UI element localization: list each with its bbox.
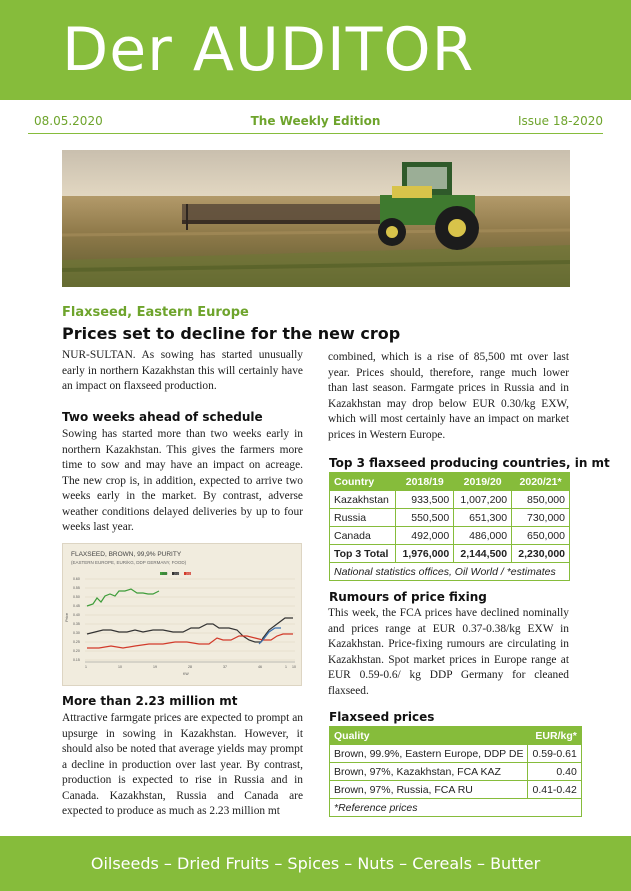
col-quality: Quality <box>330 727 528 745</box>
chart-legend-2018: 2018 <box>162 572 168 576</box>
x-tick: 1 <box>285 665 287 669</box>
table-header-row <box>330 473 570 491</box>
table-row <box>330 491 570 509</box>
edition-bar <box>28 114 603 134</box>
y-tick: 0.35 <box>73 622 80 626</box>
series-2019 <box>87 618 293 642</box>
series-2018 <box>87 589 159 606</box>
col-country: Country <box>330 473 396 491</box>
footer-bar <box>0 836 631 891</box>
table2-note: *Reference prices <box>330 799 582 817</box>
table-row <box>330 781 582 799</box>
article-headline: Prices set to decline for the new crop <box>62 324 401 343</box>
cell-total: 2,144,500 <box>454 545 512 563</box>
cell-quality: Brown, 97%, Kazakhstan, FCA KAZ <box>330 763 528 781</box>
article-kicker: Flaxseed, Eastern Europe <box>62 305 249 320</box>
y-tick: 0.50 <box>73 595 80 599</box>
chart-title: FLAXSEED, BROWN, 99,9% PURITY <box>71 551 182 558</box>
section-body-schedule: Sowing has started more than two weeks early in northern Kazakhstan. This gives the farmers more time to sow and may have an impact on acreage. The new crop is, in addition, expected to arrive two weeks early in the market. By contrast, adverse weather conditions delayed deliveries by up to four weeks last year. <box>62 428 303 533</box>
cell-price: 0.41-0.42 <box>528 781 581 799</box>
table-note-row <box>330 799 582 817</box>
x-tick: 10 <box>292 665 296 669</box>
table1-note: National statistics offices, Oil World / *estimates <box>330 563 570 581</box>
cell-value: 850,000 <box>512 491 570 509</box>
edition-issue: Issue 18-2020 <box>518 114 603 128</box>
x-tick: 28 <box>188 665 192 669</box>
col-2019: 2019/20 <box>454 473 512 491</box>
table-row <box>330 509 570 527</box>
cell-country: Kazakhstan <box>330 491 396 509</box>
col-price: EUR/kg* <box>528 727 581 745</box>
col-2018: 2018/19 <box>396 473 454 491</box>
table-header-row <box>330 727 582 745</box>
cell-value: 1,007,200 <box>454 491 512 509</box>
chart-subtitle: (EASTERN EUROPE, EUR/KG, DDP GERMANY, FOOD) <box>71 560 187 565</box>
tractor-photo <box>62 150 570 287</box>
masthead-title: Der AUDITOR <box>62 15 475 85</box>
table-note-row <box>330 563 570 581</box>
y-tick: 0.30 <box>73 631 80 635</box>
cell-total: 1,976,000 <box>396 545 454 563</box>
table-total-row <box>330 545 570 563</box>
y-tick: 0.25 <box>73 640 80 644</box>
cell-quality: Brown, 97%, Russia, FCA RU <box>330 781 528 799</box>
cell-value: 486,000 <box>454 527 512 545</box>
x-tick: 37 <box>223 665 227 669</box>
prices-table <box>329 726 582 817</box>
y-tick: 0.55 <box>73 586 80 590</box>
x-tick: 46 <box>258 665 262 669</box>
col-2020: 2020/21* <box>512 473 570 491</box>
cell-value: 933,500 <box>396 491 454 509</box>
table-row <box>330 763 582 781</box>
x-tick: 1 <box>85 665 87 669</box>
chart-yaxis-label: Price <box>64 612 69 622</box>
edition-date: 08.05.2020 <box>34 114 103 128</box>
section-title-pricefixing: Rumours of price fixing <box>329 590 487 604</box>
table-row <box>330 745 582 763</box>
cell-total-label: Top 3 Total <box>330 545 396 563</box>
producers-table <box>329 472 570 581</box>
table1-title: Top 3 flaxseed producing countries, in mt <box>329 456 610 470</box>
chart-x-ticks <box>85 665 296 669</box>
footer-categories: Oilseeds – Dried Fruits – Spices – Nuts – Cereals – Butter <box>90 854 541 873</box>
y-tick: 0.45 <box>73 604 80 608</box>
cell-value: 651,300 <box>454 509 512 527</box>
section-body-production: Attractive farmgate prices are expected to prompt an upsurge in sowing in Kazakhstan. However, it should also be noted that average yields may prompt a decline in production over last year. By contrast, production is expected to rise in Russia and in Canada. Kazakhstan, Russia and Canada are expected to produce as much as 2.23 million mt <box>62 712 303 817</box>
y-tick: 0.20 <box>73 649 80 653</box>
cell-value: 730,000 <box>512 509 570 527</box>
cell-value: 492,000 <box>396 527 454 545</box>
x-tick: 19 <box>153 665 157 669</box>
cell-total: 2,230,000 <box>512 545 570 563</box>
chart-legend-2019: 2019 <box>174 572 180 576</box>
table-row <box>330 527 570 545</box>
cell-value: 550,500 <box>396 509 454 527</box>
article-intro: NUR-SULTAN. As sowing has started unusually early in northern Kazakhstan this will certainly have an impact on flaxseed production. <box>62 349 303 392</box>
y-tick: 0.60 <box>73 577 80 581</box>
cell-country: Canada <box>330 527 396 545</box>
article-continuation: combined, which is a rise of 85,500 mt over last year. Prices should, therefore, range much lower than last season. Farmgate prices in Russia and in Kazakhstan may drop below EUR 0.30/kg EXW, which will most certainly have an impact on market prices in Western Europe. <box>328 351 569 441</box>
y-tick: 0.15 <box>73 658 80 662</box>
cell-price: 0.40 <box>528 763 581 781</box>
x-tick: 10 <box>118 665 122 669</box>
cell-value: 650,000 <box>512 527 570 545</box>
cell-country: Russia <box>330 509 396 527</box>
section-title-production: More than 2.23 million mt <box>62 694 238 708</box>
chart-xaxis-label: KW <box>183 672 189 676</box>
price-chart <box>62 543 302 686</box>
edition-title: The Weekly Edition <box>250 114 381 128</box>
y-tick: 0.40 <box>73 613 80 617</box>
chart-legend <box>160 572 192 576</box>
section-body-pricefixing: This week, the FCA prices have declined nominally and prices range at EUR 0.37-0.38/kg EXW in Kazakhstan. Price-fixing rumours are circulating in Kazakhstan. Spot market prices in Europe range at EUR 0.59-0.6/ kg DDP Germany for cleaned flaxseed. <box>328 607 569 697</box>
table2-title: Flaxseed prices <box>329 710 435 724</box>
cell-quality: Brown, 99.9%, Eastern Europe, DDP DE <box>330 745 528 763</box>
chart-legend-2020: 2020 <box>186 572 192 576</box>
masthead <box>0 0 631 100</box>
section-title-schedule: Two weeks ahead of schedule <box>62 410 263 424</box>
chart-y-ticks <box>73 577 80 662</box>
cell-price: 0.59-0.61 <box>528 745 581 763</box>
